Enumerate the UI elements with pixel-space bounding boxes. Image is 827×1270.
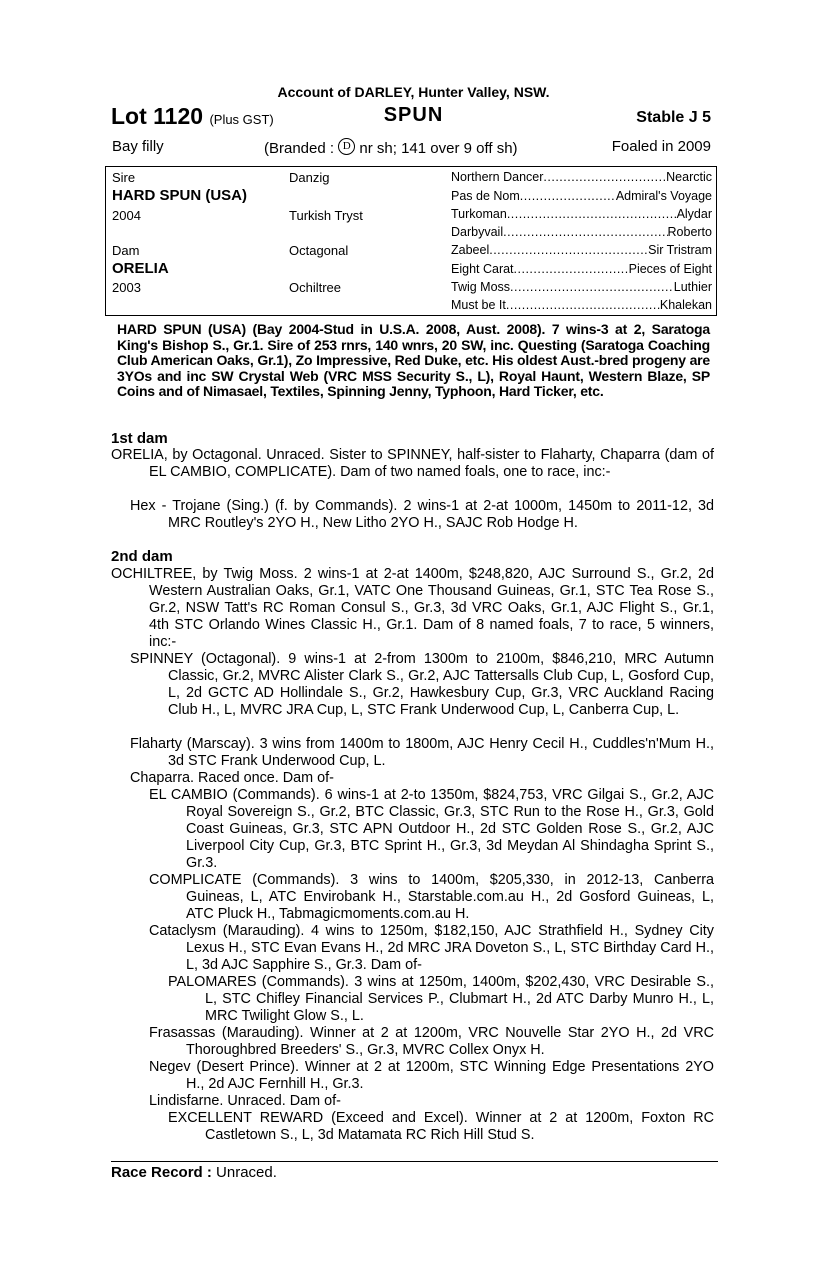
ancestor-row: Turkoman ..... Alydar: [451, 207, 712, 221]
vendor-account: Account of DARLEY, Hunter Valley, NSW.: [277, 84, 550, 100]
horse-sex: Bay filly: [112, 138, 164, 155]
ancestor-row: Must be It ..... Khalekan: [451, 298, 712, 312]
dam-year: 2003: [112, 280, 141, 295]
produce-entry: Chaparra. Raced once. Dam of-: [130, 770, 334, 786]
produce-entry: EXCELLENT REWARD (Exceed and Excel). Winner at 2 at 1200m, Foxton RC Castletown S., L, 3d Matamata RC Rich Hill Stud S.: [168, 1110, 714, 1143]
produce-entry: SPINNEY (Octagonal). 9 wins-1 at 2-from 1300m to 2100m, $846,210, MRC Autumn Classic, Gr.2, MVRC Alister Clark S., Gr.2, AJC Tattersalls Club Cup, L, Gosford Cup, L, 2d GCTC AD Hollindale S., Gr.2, Hawkesbury Cup, Gr.3, VRC Auckland Racing Club H., L, MVRC JRA Cup, L, STC Frank Underwood Cup, L, Canberra Cup, L.: [130, 651, 714, 718]
brand-info: [264, 138, 518, 157]
dam-label: Dam: [112, 243, 140, 258]
produce-entry: PALOMARES (Commands). 3 wins at 1250m, 1400m, $202,430, VRC Desirable S., L, STC Chifley Financial Services P., Clubmart H., 2d ATC Darby Munro H., L, MRC Twilight Glow S., L.: [168, 974, 714, 1024]
brand-mark-icon: D: [338, 138, 355, 155]
ancestor-row: Northern Dancer ..... Nearctic: [451, 170, 712, 184]
produce-entry: EL CAMBIO (Commands). 6 wins-1 at 2-to 1350m, $824,753, VRC Gilgai S., Gr.2, AJC Royal Sovereign S., Gr.2, BTC Classic, Gr.3, STC Run to the Rose H., Gr.3, Gold Coast Guineas, Gr.3, STC APN Outdoor H., 2d STC Golden Rose S., Gr.2, AJC Liverpool City Cup, Gr.3, BTC Sprint H., Gr.3, 3d Meydan Al Shindagha Sprint S., Gr.3.: [149, 787, 714, 871]
foaled-year: Foaled in 2009: [611, 138, 711, 155]
race-record: [111, 1164, 277, 1181]
sire-name: HARD SPUN (USA): [112, 187, 247, 204]
pedigree-table: [105, 166, 717, 316]
sire-year: 2004: [112, 208, 141, 223]
sire-description: HARD SPUN (USA) (Bay 2004-Stud in U.S.A. 2008, Aust. 2008). 7 wins-3 at 2, Saratoga King's Bishop S., Gr.1. Sire of 253 rnrs, 140 wnrs, 20 SW, inc. Questing (Saratoga Coaching Club American Oaks, Gr.1), Zo Impressive, Red Duke, etc. His oldest Aust.-bred progeny are 3YOs and inc SW Crystal Web (VRC MSS Security S., L), Royal Haunt, Western Blaze, SP Coins and of Nimasael, Textiles, Spinning Jenny, Typhoon, Hard Ticker, etc.: [117, 321, 710, 399]
ancestor-row: Eight Carat ..... Pieces of Eight: [451, 262, 712, 276]
produce-entry: Frasassas (Marauding). Winner at 2 at 1200m, VRC Nouvelle Star 2YO H., 2d VRC Thoroughbred Breeders' S., Gr.3, MVRC Collex Onyx H.: [149, 1025, 714, 1058]
race-record-value: Unraced.: [216, 1164, 277, 1181]
sire-dam: Turkish Tryst: [289, 208, 363, 223]
produce-entry: Cataclysm (Marauding). 4 wins to 1250m, $182,150, AJC Strathfield H., Sydney City Lexus H., STC Evan Evans H., 2d MRC JRA Doveton S., L, STC Birthday Card H., L, 3d AJC Sapphire S., Gr.3. Dam of-: [149, 923, 714, 973]
dam-dam: Ochiltree: [289, 280, 342, 295]
stable-location: Stable J 5: [636, 109, 711, 126]
sire-sire: Danzig: [289, 170, 330, 185]
horse-name: SPUN: [383, 104, 444, 126]
first-dam-text: ORELIA, by Octagonal. Unraced. Sister to SPINNEY, half-sister to Flaharty, Chaparra (dam of EL CAMBIO, COMPLICATE). Dam of two named foals, one to race, inc:-: [111, 447, 714, 480]
lot-label: Lot 1120: [111, 103, 204, 129]
dam-sire: Octagonal: [289, 243, 349, 258]
first-dam-heading: 1st dam: [111, 430, 168, 447]
ancestor-row: Pas de Nom ..... Admiral's Voyage: [451, 189, 712, 203]
ancestor-row: Twig Moss ..... Luthier: [451, 280, 712, 294]
brand-suffix: nr sh; 141 over 9 off sh): [359, 140, 518, 157]
second-dam-text: OCHILTREE, by Twig Moss. 2 wins-1 at 2-at 1400m, $248,820, AJC Surround S., Gr.2, 2d Western Australian Oaks, Gr.1, VATC One Thousand Guineas, Gr.1, STC Tea Rose S., Gr.2, NSW Tatt's RC Roman Consul S., Gr.3, 3d VRC Oaks, Gr.1, AJC Flight S., Gr.1, 4th STC Orlando Wines Classic H., Gr.1. Dam of 8 named foals, 7 to race, 5 winners, inc:-: [111, 566, 714, 650]
produce-entry: COMPLICATE (Commands). 3 wins to 1400m, $205,330, in 2012-13, Canberra Guineas, L, ATC Envirobank H., Starstable.com.au H., 2d Gosford Guineas, L, ATC Pluck H., Tabmagicmoments.com.au H.: [149, 872, 714, 922]
ancestor-row: Darbyvail ..... Roberto: [451, 225, 712, 239]
race-record-label: Race Record :: [111, 1164, 212, 1181]
divider-line: [111, 1161, 718, 1162]
sire-label: Sire: [112, 170, 136, 185]
produce-entry: Lindisfarne. Unraced. Dam of-: [149, 1093, 341, 1109]
produce-entry: Flaharty (Marscay). 3 wins from 1400m to 1800m, AJC Henry Cecil H., Cuddles'n'Mum H., 3d STC Frank Underwood Cup, L.: [130, 736, 714, 769]
ancestor-row: Zabeel ..... Sir Tristram: [451, 243, 712, 257]
dam-name: ORELIA: [112, 260, 169, 277]
second-dam-heading: 2nd dam: [111, 548, 173, 565]
first-dam-offspring: Hex - Trojane (Sing.) (f. by Commands). 2 wins-1 at 2-at 1000m, 1450m to 2011-12, 3d MRC Routley's 2YO H., New Litho 2YO H., SAJC Rob Hodge H.: [130, 498, 714, 531]
brand-prefix: (Branded :: [264, 140, 335, 157]
lot-note: (Plus GST): [209, 112, 274, 127]
produce-entry: Negev (Desert Prince). Winner at 2 at 1200m, STC Winning Edge Presentations 2YO H., 2d AJC Fernhill H., Gr.3.: [149, 1059, 714, 1092]
